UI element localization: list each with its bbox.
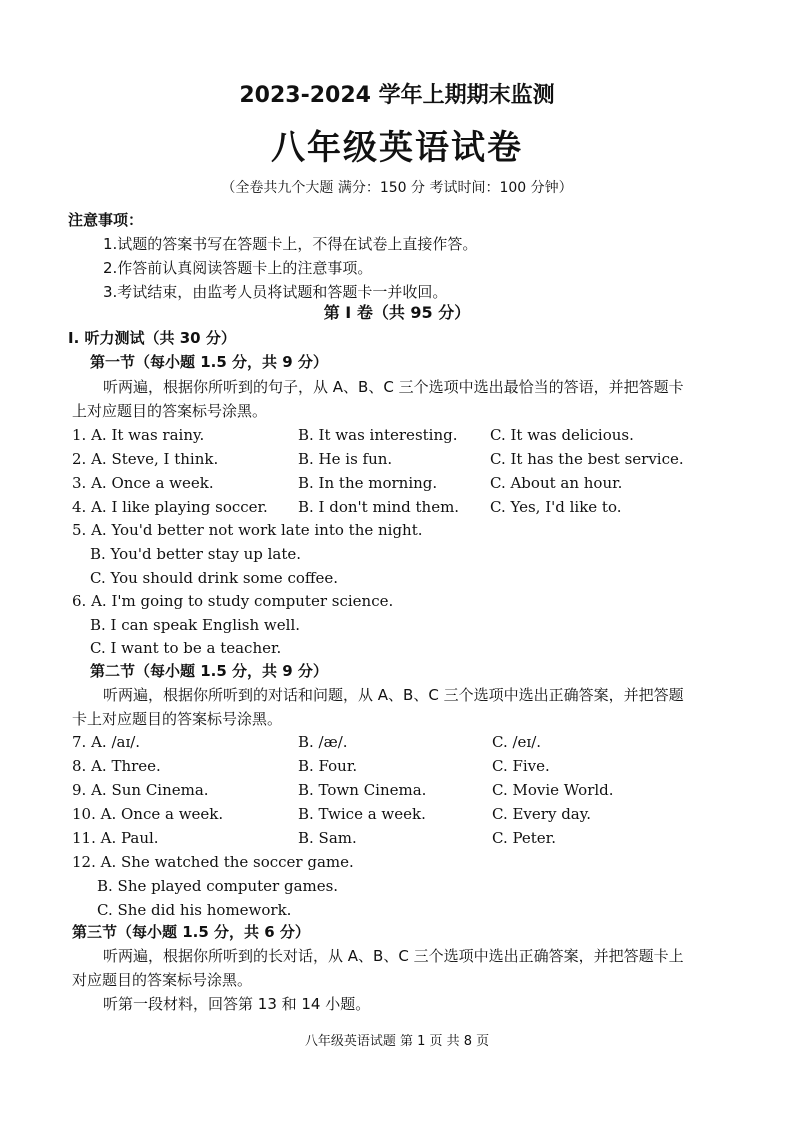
- q8-option-c: C. Five.: [492, 757, 550, 775]
- q3-option-a: 3. A. Once a week.: [72, 474, 214, 492]
- q9-option-a: 9. A. Sun Cinema.: [72, 781, 209, 799]
- q10-option-a: 10. A. Once a week.: [72, 805, 224, 823]
- q7-option-c: C. /eɪ/.: [492, 733, 542, 751]
- q6-option-a: 6. A. I'm going to study computer science.: [72, 592, 394, 610]
- q4-option-a: 4. A. I like playing soccer.: [72, 498, 268, 516]
- q3-option-c: C. About an hour.: [490, 474, 623, 492]
- sec2-instruction: 听两遍，根据你所听到的对话和问题，从 A、B、C 三个选项中选出正确答案，并把答题: [103, 686, 684, 704]
- q1-option-c: C. It was delicious.: [490, 426, 634, 444]
- q7-option-a: 7. A. /aɪ/.: [72, 733, 141, 751]
- q8-option-a: 8. A. Three.: [72, 757, 161, 775]
- notice-item: 3.考试结束，由监考人员将试题和答题卡一并收回。: [103, 283, 448, 301]
- exam-subtitle: （全卷共九个大题 满分：150 分 考试时间：100 分钟）: [221, 180, 573, 196]
- q5-option-c: C. You should drink some coffee.: [90, 569, 339, 587]
- sec1-instruction: 上对应题目的答案标号涂黑。: [72, 402, 268, 420]
- q5-option-a: 5. A. You'd better not work late into the night.: [72, 521, 423, 539]
- q10-option-c: C. Every day.: [492, 805, 591, 823]
- q6-option-c: C. I want to be a teacher.: [90, 639, 282, 657]
- q10-option-b: B. Twice a week.: [298, 805, 426, 823]
- q2-option-c: C. It has the best service.: [490, 450, 684, 468]
- sec2-instruction: 卡上对应题目的答案标号涂黑。: [72, 710, 283, 728]
- part1-heading: I. 听力测试（共 30 分）: [68, 329, 236, 347]
- q5-option-b: B. You'd better stay up late.: [90, 545, 302, 563]
- q11-option-c: C. Peter.: [492, 829, 556, 847]
- q12-option-c: C. She did his homework.: [97, 901, 292, 919]
- q12-option-a: 12. A. She watched the soccer game.: [72, 853, 354, 871]
- q6-option-b: B. I can speak English well.: [90, 616, 301, 634]
- sec3-instruction: 听第一段材料，回答第 13 和 14 小题。: [103, 995, 371, 1013]
- q1-option-b: B. It was interesting.: [298, 426, 458, 444]
- q4-option-b: B. I don't mind them.: [298, 498, 460, 516]
- q1-option-a: 1. A. It was rainy.: [72, 426, 205, 444]
- q9-option-c: C. Movie World.: [492, 781, 614, 799]
- page-footer: 八年级英语试题 第 1 页 共 8 页: [304, 1034, 490, 1049]
- notice-item: 1.试题的答案书写在答题卡上，不得在试卷上直接作答。: [103, 235, 478, 253]
- sec1-instruction: 听两遍，根据你所听到的句子，从 A、B、C 三个选项中选出最恰当的答语，并把答题卡: [103, 378, 684, 396]
- q12-option-b: B. She played computer games.: [97, 877, 339, 895]
- q2-option-b: B. He is fun.: [298, 450, 393, 468]
- q8-option-b: B. Four.: [298, 757, 358, 775]
- sec3-heading: 第三节（每小题 1.5 分，共 6 分）: [72, 923, 310, 941]
- notice-heading: 注意事项：: [68, 211, 144, 229]
- q9-option-b: B. Town Cinema.: [298, 781, 427, 799]
- q11-option-a: 11. A. Paul.: [72, 829, 159, 847]
- volume-heading: 第 Ⅰ 卷（共 95 分）: [323, 303, 471, 322]
- sec3-instruction: 对应题目的答案标号涂黑。: [72, 971, 253, 989]
- q4-option-c: C. Yes, I'd like to.: [490, 498, 622, 516]
- notice-item: 2.作答前认真阅读答题卡上的注意事项。: [103, 259, 373, 277]
- sec3-instruction: 听两遍，根据你所听到的长对话，从 A、B、C 三个选项中选出正确答案，并把答题卡上: [103, 947, 684, 965]
- exam-title: 八年级英语试卷: [271, 128, 523, 168]
- sec2-heading: 第二节（每小题 1.5 分，共 9 分）: [90, 662, 328, 680]
- exam-title-year: 2023-2024 学年上期期末监测: [239, 83, 555, 108]
- q2-option-a: 2. A. Steve, I think.: [72, 450, 219, 468]
- q3-option-b: B. In the morning.: [298, 474, 438, 492]
- sec1-heading: 第一节（每小题 1.5 分，共 9 分）: [90, 353, 328, 371]
- q7-option-b: B. /æ/.: [298, 733, 348, 751]
- q11-option-b: B. Sam.: [298, 829, 357, 847]
